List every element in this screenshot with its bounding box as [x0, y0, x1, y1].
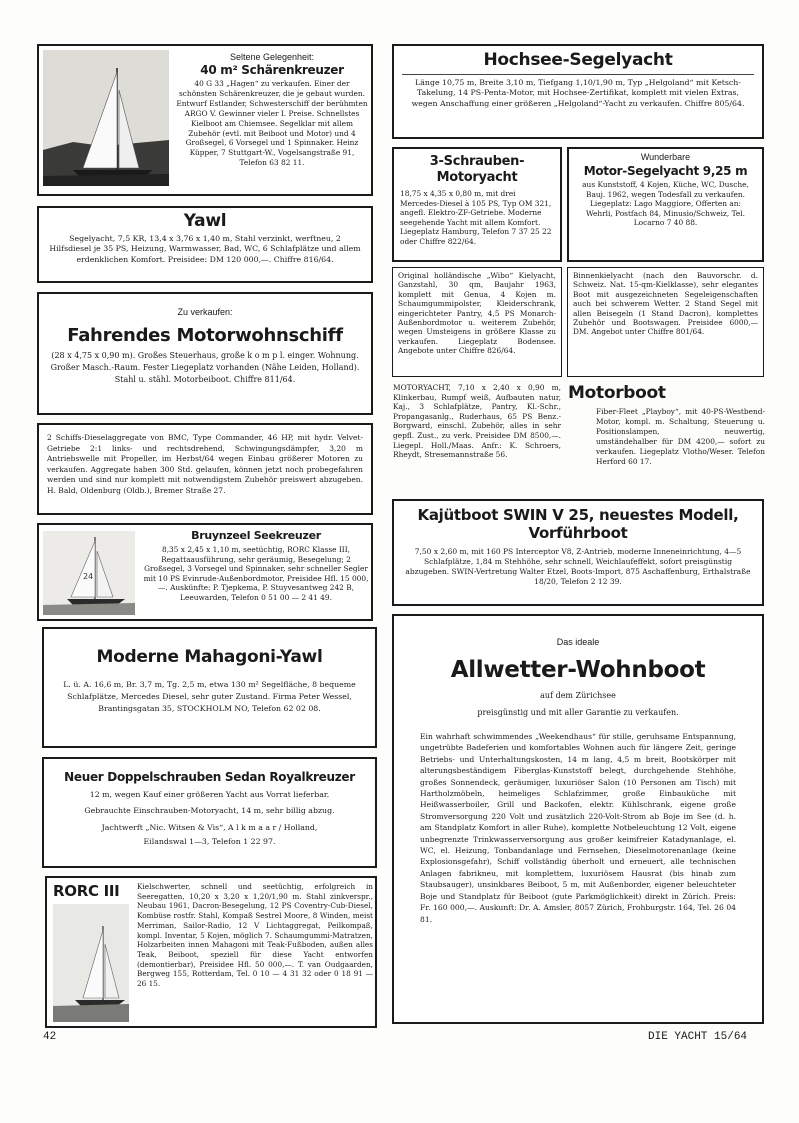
svg-text:24: 24	[83, 572, 94, 581]
ad-body: Segelyacht, 7,5 KR, 13,4 x 3,76 x 1,40 m, Stahl verzinkt, werftneu, 2 Hilfsdiesel je 35 PS, Heizung, Warmwasser, Bad, WC, 6 Schlafplätze und allem erdenklichen Komfort. Preisidee: DM 120 000,—. Chiffre 816/64.	[49, 234, 361, 264]
ad-wibo-kielyacht	[392, 267, 562, 377]
ad-body: aus Kunststoff, 4 Kojen, Küche, WC, Dusche, Bauj. 1962, wegen Todesfall zu verkaufen. Liegeplatz: Lago Maggiore, Offerten an: Wehrli, Postfach 84, Minusio/Schweiz, Tel. Locarno 7 40 88.	[582, 180, 749, 228]
ad-body: Ein wahrhaft schwimmendes „Weekendhaus“ für stille, geruhsame Entspannung, ungetrübte Badeferien und komfortables Wohnen auch für längere Zeit, geringe Betriebs- und Unterhaltungskosten, 14 m lang, 4,5 m breit, Bootskörper mit alterungsbeständigem Fiberglas-Kunststoff belegt, durchgehende Stehhöhe, großes Sonnendeck, geräumiger, luxuriöser Salon (10 Personen am Tisch) mit Hartholzmöbeln, heimeliges Schlafzimmer, große Einbauküche mit Heißwasserboiler, Grill und Backofen, elektr. Kühlschrank, eigene große Stromversorgung 220 Volt und zusätzlich 220-Volt-Strom ab Boje im See (d. h. am Standplatz Komfort in aller Ruhe), komplette Notbeleuchtung 12 Volt, eigene unbegrenzte Trinkwasserversorgung aus großer keimfreier Katadynanlage, el. WC, el. Heizung, Tonbandanlage und Fernsehen, Dieselmotorenanlage (keine Explosionsgefahr), Schiff vollständig überholt und erneuert, alle technischen Anlagen fabrikneu, mit komplettem, luxuriösem Hausrat (bis hinab zum Staubsauger), unsinkbares Beiboot, 5 m, mit Außenborder, eigener beleuchteter Boje und Standplatz für Beiboot (gute Parkmöglichkeit) direkt in Zürich. Preis: Fr. 160 000,—. Auskunft: Dr. A. Amsler, 8057 Zürich, Frohburgstr. 164, Tel. 26 04 81.	[420, 732, 736, 924]
ad-kajuetboot-swin	[392, 499, 764, 606]
ad-line: 12 m, wegen Kauf einer größeren Yacht aus Vorrat lieferbar.	[89, 790, 330, 799]
ad-title: Neuer Doppelschrauben Sedan Royalkreuzer	[64, 770, 355, 784]
ad-body: L. ü. A. 16,6 m, Br. 3,7 m, Tg. 2,5 m, etwa 130 m² Segelfläche, 8 bequeme Schlafplätze, Mercedes Diesel, sehr guter Zustand. Firma Peter Wessel, Brantingsgatan 35, STOCKHOLM NO, Telefon 62 02 08.	[63, 680, 356, 713]
ad-title: Yawl	[183, 211, 227, 231]
ad-body: MOTORYACHT, 7,10 x 2,40 x 0,90 m, Klinkerbau, Rumpf weiß, Aufbauten natur, Kaj., 3 Schlafplätze, Pantry, Kl.-Schr., Propangasanlg., Ruderhaus, 65 PS Benz.-Borgward, einschl. Zubehör, alles in sehr gepfl. Zust., zu verk. Preisidee DM 8500,—. Liegepl. Holl./Maas. Anfr.: K. Schroers, Rheydt, Stresemannstraße 56.	[393, 383, 561, 460]
ad-yawl	[37, 206, 373, 283]
ad-title: 3-Schrauben-Motoryacht	[429, 154, 525, 185]
ad-moderne-mahagoni-yawl	[42, 627, 377, 748]
ad-subtitle: preisgünstig und mit aller Garantie zu verkaufen.	[477, 708, 679, 717]
ad-body: Länge 10,75 m, Breite 3,10 m, Tiefgang 1,10/1,90 m, Typ „Helgoland“ mit Ketsch-Takelung, 14 PS-Penta-Motor, mit Hochsee-Zertifikat, komplett mit vielen Extras, wegen Anschaffung einer größeren „Helgoland“-Yacht zu verkaufen. Chiffre 805/64.	[411, 78, 745, 108]
ad-title: Fahrendes Motorwohnschiff	[67, 325, 343, 346]
ad-binnenkielyacht	[567, 267, 764, 377]
ad-motoryacht-klinkerbau	[393, 383, 561, 460]
ad-hochsee-segelyacht	[392, 44, 764, 139]
ad-line: Jachtwerft „Nic. Witsen & Vis“, A l k m a a r / Holland,	[101, 822, 318, 832]
ad-body: 40 G 33 „Hagen“ zu verkaufen. Einer der schönsten Schärenkreuzer, die je gebaut wurden. Entwurf Estlander, Schwesterschiff der berühmten ARGO V. Gewinner vieler I. Preise. Schnellstes Kielboot am Chiemsee. Segelklar mit allem Zubehör (evtl. mit Beiboot und Motor) und 4 Großsegel, 6 Vorsegel und 1 Spinnaker. Heinz Küpper, 7 Stuttgart-W., Vogelsangstraße 91, Telefon 63 82 11.	[176, 79, 368, 168]
ad-subtitle: auf dem Zürichsee	[540, 691, 616, 700]
ad-rorc-iii	[45, 876, 377, 1028]
ad-title: Moderne Mahagoni-Yawl	[96, 647, 323, 667]
sailboat-photo-icon	[53, 904, 129, 1022]
ad-title: Bruynzeel Seekreuzer	[191, 529, 321, 542]
magazine-issue: DIE YACHT 15/64	[648, 1031, 748, 1043]
ad-pretitle: Seltene Gelegenheit:	[229, 52, 315, 62]
ad-allwetter-wohnboot	[392, 614, 764, 1024]
ad-body: 8,35 x 2,45 x 1,10 m, seetüchtig, RORC Klasse III, Regattaausführung, sehr geräumig, Besegelung; 2 Großsegel, 3 Vorsegel und Spinnaker, sehr schneller Segler mit 10 PS Evinrude-Außenbordmotor, Preisidee Hfl. 15 000,—. Auskünfte: P. Tjepkema, P. Stuyvesantweg 242 B, Leeuwarden, Telefon 0 51 00 — 2 41 49.	[143, 545, 369, 602]
ad-title: Kajütboot SWIN V 25, neuestes Modell, Vorführboot	[417, 506, 739, 542]
ad-body: 18,75 x 4,35 x 0,80 m, mit drei Mercedes-Diesel à 105 PS, Typ OM 321, angefl. Elektro-ZF-Getriebe. Moderne seegehende Yacht mit allem Komfort. Liegeplatz Hamburg, Telefon 7 37 25 22 oder Chiffre 822/64.	[400, 189, 552, 246]
ad-body: (28 x 4,75 x 0,90 m). Großes Steuerhaus, große k o m p l. einger. Wohnung. Großer Masch.-Raum. Fester Liegeplatz vorhanden (Nähe Leiden, Holland). Stahl u. stähl. Motorbeiboot. Chiffre 811/64.	[50, 351, 360, 384]
ad-motor-segelyacht	[567, 147, 764, 262]
ad-title: Motor-Segelyacht 9,25 m	[583, 164, 748, 178]
ad-title: 40 m² Schärenkreuzer	[200, 63, 344, 77]
ad-body: Kielschwerter, schnell und seetüchtig, erfolgreich in Seeregatten, 10,20 x 3,20 x 1,20/1,90 m. Stahl zinkverspr., Neubau 1961, Dacron-Besegelung, 12 PS Coventry-Cub-Diesel, Kombüse rostfr. Stahl, Kompaß Sestrel Moore, 8 Winden, meist Merriman, Sailor-Radio, 12 V Lichtaggregat, Peilkompaß, kompl. Inventar, 5 Kojen, möglich 7. Schaumgummi-Matratzen, Holzarbeiten innen Mahagoni mit Teak-Fußboden, außen alles Teak, Beiboot, speziell für diese Yacht entworfen (demontierbar), Preisidee Hfl. 50 000,—. T. van Oudgaarden, Bergweg 155, Rotterdam, Tel. 0 10 — 4 31 32 oder 0 18 91 — 26 15.	[137, 882, 373, 989]
ad-title: RORC III	[53, 882, 120, 900]
ad-schaerenkreuzer	[37, 44, 373, 196]
ad-pretitle: Zu verkaufen:	[177, 307, 233, 317]
ad-title: Motorboot	[568, 383, 666, 403]
ad-title: Hochsee-Segelyacht	[483, 50, 673, 70]
ad-body: Fiber-Fleet „Playboy“, mit 40-PS-Westbend-Motor, kompl. m. Schaltung, Steuerung u. Positionslampen, neuwertig, umständehalber für DM 4200,— sofort zu verkaufen. Liegeplatz Vlotho/Weser. Telefon Herford 60 17.	[596, 407, 765, 466]
ad-body: 7,50 x 2,60 m, mit 160 PS Interceptor V8, Z-Antrieb, moderne Inneneinrichtung, 4—5 Schlafplätze, 1,84 m Stehhöhe, sehr schnell, Weichlaufeffekt, sofort preisgünstig abzugeben. SWIN-Vertretung Walter Etzel, Boots-Import, 875 Aschaffenburg, Erthalstraße 18/20, Telefon 2 12 39.	[405, 547, 751, 586]
ad-line: Gebrauchte Einschrauben-Motoryacht, 14 m, sehr billig abzug.	[84, 806, 335, 816]
sailboat-photo-icon	[43, 531, 135, 615]
ad-line: Eilandswal 1—3, Telefon 1 22 97.	[143, 837, 276, 847]
ad-title: Allwetter-Wohnboot	[450, 657, 706, 683]
ad-bruynzeel-seekreuzer	[37, 523, 373, 621]
page-number: 42	[43, 1031, 57, 1043]
ad-body: Binnenkielyacht (nach den Bauvorschr. d. Schweiz. Nat. 15-qm-Kielklasse), sehr elegantes Boot mit ausgezeichneten Segeleigenschaften auch bei schwerem Wetter. 2 Stand Segel mit allen Beisegeln (1 Stand Dacron), komplettes Zubehör und Bootswagen. Preisidee 6000,— DM. Angebot unter Chiffre 801/64.	[573, 271, 758, 337]
ad-body: 2 Schiffs-Dieselaggregate von BMC, Type Commander, 46 HP, mit hydr. Velvet-Getriebe 2:1 links- und rechtsdrehend, Schwingungsdämpfer, 3,20 m Antriebswelle mit Propeller, im Herbst/64 wegen Einbau größerer Motoren zu verkaufen. Aggregate haben 300 Std. gelaufen, können jetzt noch probegefahren werden und sind nur komplett mit notwendigstem Zubehör preiswert abzugeben. H. Bald, Oldenburg (Oldb.), Bremer Straße 27.	[47, 433, 363, 495]
ad-pretitle: Wunderbare	[640, 152, 691, 162]
ad-fahrendes-motorwohnschiff	[37, 292, 373, 415]
ad-3-schrauben-motoryacht	[392, 147, 562, 262]
ad-pretitle: Das ideale	[556, 637, 600, 647]
sailboat-photo-icon	[43, 50, 169, 186]
ad-body: Original holländische „Wibo“ Kielyacht, Ganzstahl, 30 qm, Baujahr 1963, komplett mit Genua, 4 Kojen m. Schaumgummipolster, Kleiderschrank, eingerichteter Pantry, 4,5 PS Monarch-Außenbordmotor u. weiterem Zubehör, wegen Umsteigens in größere Klasse zu verkaufen. Liegeplatz Bodensee. Angebote unter Chiffre 826/64.	[398, 271, 556, 356]
ad-royalkreuzer	[42, 757, 377, 868]
ad-schiffs-dieselaggregate	[37, 423, 373, 515]
ad-motorboot	[568, 383, 765, 467]
